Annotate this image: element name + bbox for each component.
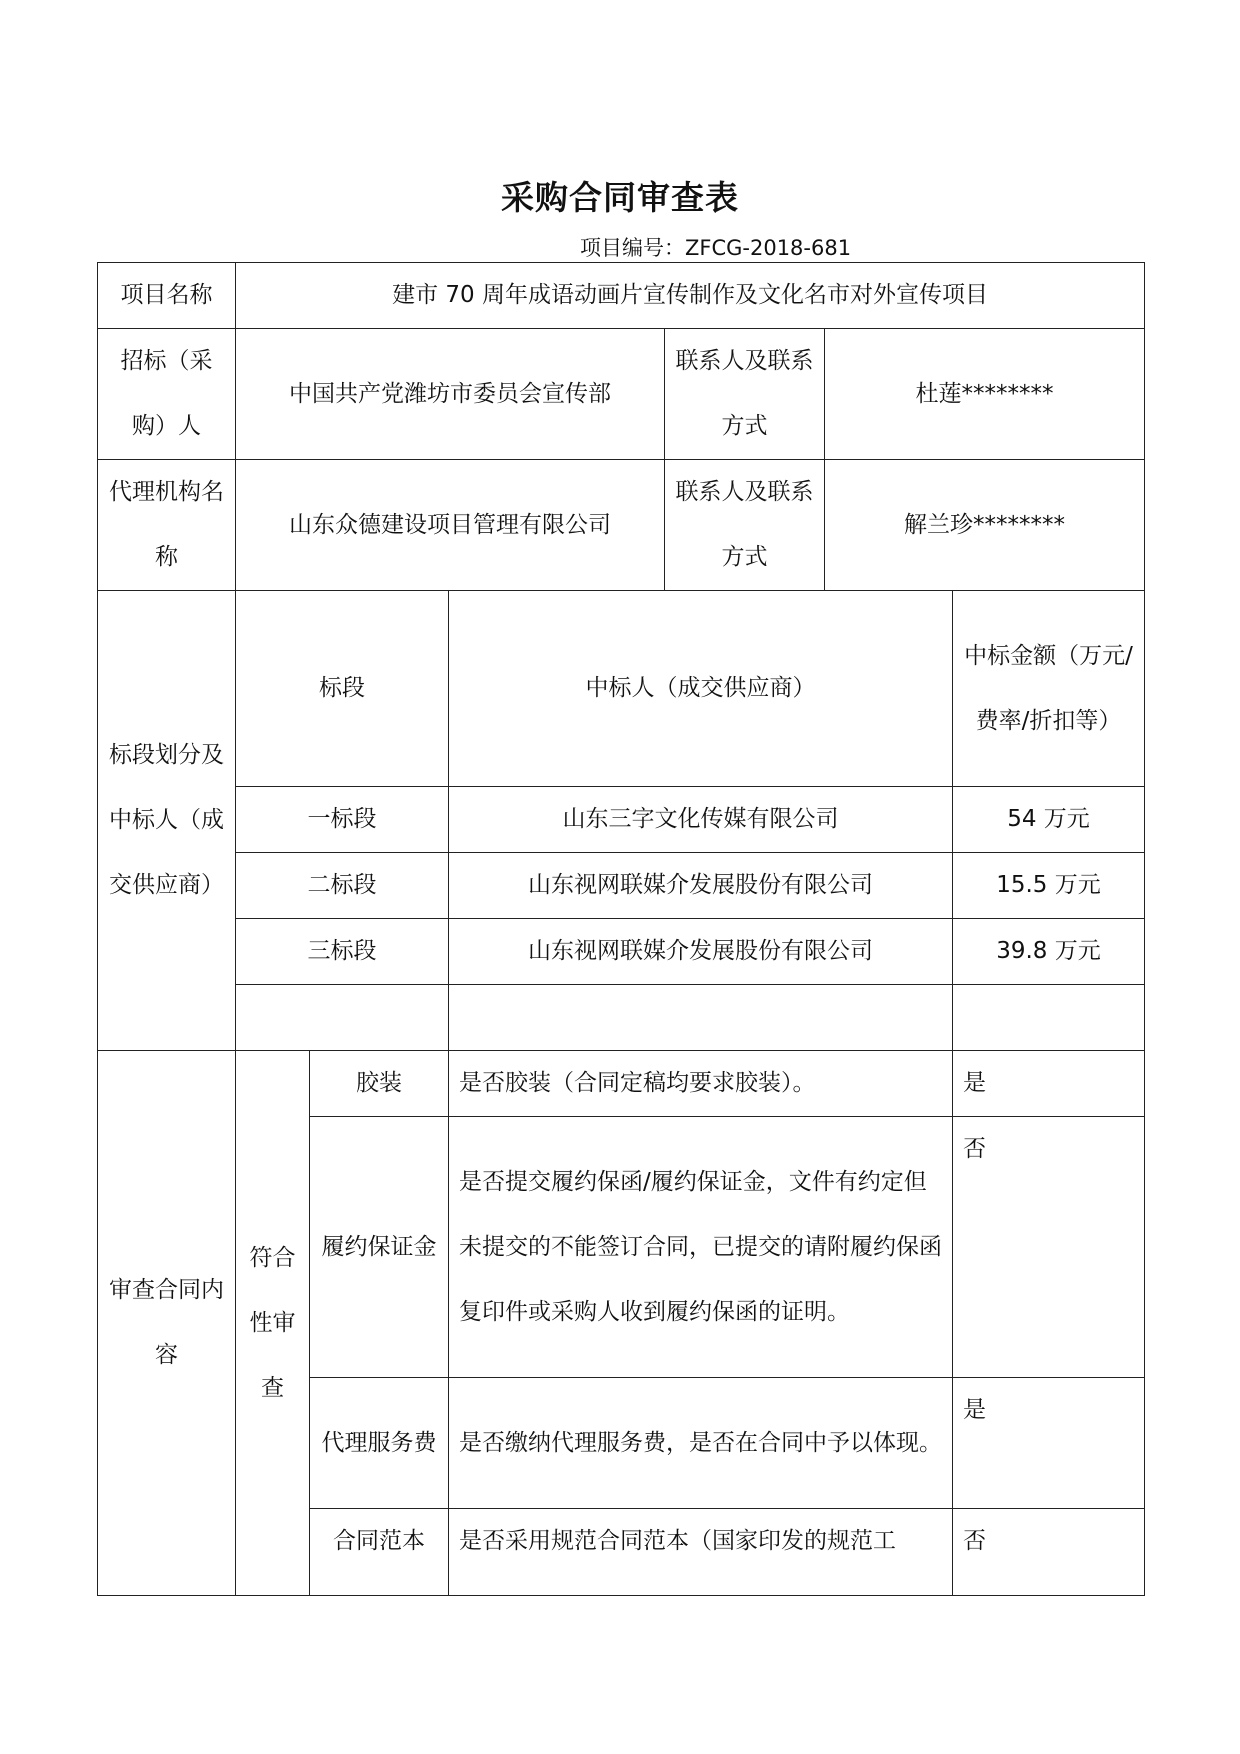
review-item-desc: 是否缴纳代理服务费，是否在合同中予以体现。	[449, 1378, 953, 1509]
agency-value: 山东众德建设项目管理有限公司	[236, 460, 665, 591]
amount-column-header: 中标金额（万元/费率/折扣等）	[953, 591, 1145, 787]
review-item-result: 是	[953, 1051, 1145, 1117]
agency-row	[98, 460, 1145, 591]
agency-label: 代理机构名称	[98, 460, 236, 591]
review-row	[98, 1051, 1145, 1117]
project-name-label: 项目名称	[98, 263, 236, 329]
contract-review-table	[97, 262, 1145, 1596]
review-item-result: 是	[953, 1378, 1145, 1509]
review-item-desc: 是否提交履约保函/履约保证金，文件有约定但未提交的不能签订合同，已提交的请附履约保函复印件或采购人收到履约保函的证明。	[449, 1117, 953, 1378]
review-item-desc: 是否采用规范合同范本（国家印发的规范工	[449, 1509, 953, 1596]
review-item-result: 否	[953, 1509, 1145, 1596]
lot-winner: 山东视网联媒介发展股份有限公司	[449, 853, 953, 919]
lot-row-empty	[98, 985, 1145, 1051]
review-item-name: 履约保证金	[310, 1117, 449, 1378]
review-item-result: 否	[953, 1117, 1145, 1378]
purchaser-contact-value: 杜莲********	[825, 329, 1145, 460]
lot-name: 一标段	[236, 787, 449, 853]
winner-column-header: 中标人（成交供应商）	[449, 591, 953, 787]
project-number: 项目编号：ZFCG-2018-681	[580, 236, 852, 260]
review-item-desc: 是否胶装（合同定稿均要求胶装）。	[449, 1051, 953, 1117]
review-sub-label: 符合性审查	[236, 1051, 310, 1596]
project-name-row	[98, 263, 1145, 329]
lot-row	[98, 919, 1145, 985]
lot-winner: 山东三字文化传媒有限公司	[449, 787, 953, 853]
project-name-value: 建市 70 周年成语动画片宣传制作及文化名市对外宣传项目	[236, 263, 1145, 329]
purchaser-value: 中国共产党潍坊市委员会宣传部	[236, 329, 665, 460]
lot-amount: 54 万元	[953, 787, 1145, 853]
lot-column-header: 标段	[236, 591, 449, 787]
agency-contact-value: 解兰珍********	[825, 460, 1145, 591]
lot-winner: 山东视网联媒介发展股份有限公司	[449, 919, 953, 985]
lot-name-empty	[236, 985, 449, 1051]
purchaser-row	[98, 329, 1145, 460]
purchaser-contact-label: 联系人及联系方式	[665, 329, 825, 460]
review-item-name: 合同范本	[310, 1509, 449, 1596]
review-item-name: 胶装	[310, 1051, 449, 1117]
lot-amount: 15.5 万元	[953, 853, 1145, 919]
lot-amount: 39.8 万元	[953, 919, 1145, 985]
lot-row	[98, 787, 1145, 853]
lot-row	[98, 853, 1145, 919]
purchaser-label: 招标（采购）人	[98, 329, 236, 460]
lot-name: 三标段	[236, 919, 449, 985]
lots-section-label: 标段划分及中标人（成交供应商）	[98, 591, 236, 1051]
review-item-name: 代理服务费	[310, 1378, 449, 1509]
agency-contact-label: 联系人及联系方式	[665, 460, 825, 591]
lot-winner-empty	[449, 985, 953, 1051]
review-section-label: 审查合同内容	[98, 1051, 236, 1596]
lot-amount-empty	[953, 985, 1145, 1051]
lots-header-row	[98, 591, 1145, 787]
lot-name: 二标段	[236, 853, 449, 919]
document-title: 采购合同审查表	[501, 178, 739, 217]
